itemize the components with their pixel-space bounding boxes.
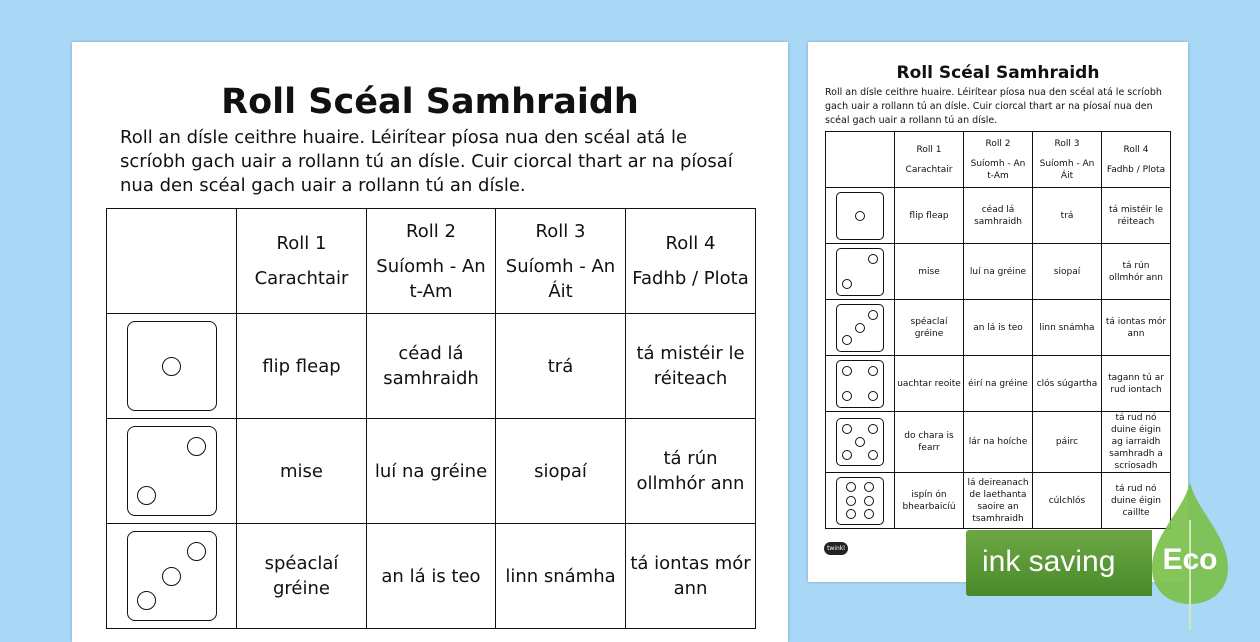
die-pip <box>162 357 181 376</box>
die-pip <box>846 509 856 519</box>
eco-label: Eco <box>1162 543 1218 576</box>
header-roll-label: Roll 2 <box>985 138 1011 149</box>
table-cell: páirc <box>1033 412 1102 473</box>
header-category-label: Carachtair <box>905 164 953 175</box>
header-category-label: Suíomh - An Áit <box>1039 158 1095 181</box>
table-cell: trá <box>496 314 626 419</box>
die-pip <box>855 211 865 221</box>
table-cell: tá iontas mór ann <box>1102 300 1171 356</box>
table-row <box>107 314 756 419</box>
table-cell: siopaí <box>496 419 626 524</box>
die-pip <box>868 450 878 460</box>
table-row <box>826 356 1171 412</box>
die-pip <box>842 424 852 434</box>
die-pip <box>842 391 852 401</box>
die-pip <box>868 366 878 376</box>
table-cell: spéaclaí gréine <box>237 524 367 629</box>
table-cell: tá rud nó duine éigin caillte <box>1102 473 1171 529</box>
die-face-2-icon <box>836 248 884 296</box>
table-cell: tá iontas mór ann <box>626 524 756 629</box>
table-cell: mise <box>237 419 367 524</box>
header-roll-label: Roll 4 <box>665 233 716 254</box>
table-cell: mise <box>895 244 964 300</box>
table-cell: siopaí <box>1033 244 1102 300</box>
die-cell <box>826 473 895 529</box>
die-cell <box>107 314 237 419</box>
table-row <box>826 300 1171 356</box>
header-cell <box>895 132 964 188</box>
table-cell: tá rud nó duine éigin ag iarraidh samhradh a scriosadh <box>1102 412 1171 473</box>
die-pip <box>187 542 206 561</box>
header-cell <box>367 209 496 314</box>
table-cell: éirí na gréine <box>964 356 1033 412</box>
table-cell: spéaclaí gréine <box>895 300 964 356</box>
die-face-3-icon <box>836 304 884 352</box>
die-pip <box>868 310 878 320</box>
header-category-label: Fadhb / Plota <box>632 268 749 289</box>
table-cell: trá <box>1033 188 1102 244</box>
die-pip <box>842 335 852 345</box>
header-blank-cell <box>107 209 237 314</box>
die-face-1-icon <box>836 192 884 240</box>
table-cell: luí na gréine <box>367 419 496 524</box>
header-cell <box>496 209 626 314</box>
header-category-label: Fadhb / Plota <box>1106 164 1166 175</box>
table-cell: tá mistéir le réiteach <box>626 314 756 419</box>
table-cell: clós súgartha <box>1033 356 1102 412</box>
header-cell <box>626 209 756 314</box>
table-cell: flip fleap <box>237 314 367 419</box>
table-cell: lá deireanach de laethanta saoire an tsamhraidh <box>964 473 1033 529</box>
die-pip <box>137 486 156 505</box>
die-face-2-icon <box>127 426 217 516</box>
die-pip <box>864 509 874 519</box>
header-cell <box>1033 132 1102 188</box>
header-category-label: Suíomh - An t-Am <box>376 255 486 302</box>
die-pip <box>868 424 878 434</box>
header-roll-label: Roll 3 <box>1054 138 1080 149</box>
die-cell <box>826 300 895 356</box>
header-roll-label: Roll 3 <box>535 220 586 242</box>
die-face-1-icon <box>127 321 217 411</box>
table-cell: tá rún ollmhór ann <box>1102 244 1171 300</box>
die-pip <box>864 482 874 492</box>
table-row <box>826 188 1171 244</box>
header-category-label: Suíomh - An Áit <box>505 255 616 302</box>
die-cell <box>107 419 237 524</box>
table-header-row <box>826 132 1171 188</box>
table-row <box>107 419 756 524</box>
table-header-row <box>107 209 756 314</box>
die-cell <box>826 244 895 300</box>
header-cell <box>237 209 367 314</box>
table-cell: linn snámha <box>496 524 626 629</box>
die-cell <box>826 412 895 473</box>
table-cell: uachtar reoite <box>895 356 964 412</box>
table-row <box>826 244 1171 300</box>
header-blank-cell <box>826 132 895 188</box>
table-cell: cúlchlós <box>1033 473 1102 529</box>
header-roll-label: Roll 4 <box>1123 144 1149 155</box>
die-pip <box>842 450 852 460</box>
instructions-text: Roll an dísle ceithre huaire. Léirítear píosa nua den scéal atá le scríobh gach uair a rollann tú an dísle. Cuir ciorcal thart ar na píosaí nua den scéal gach uair a rollann tú an dísle. <box>825 87 1162 126</box>
die-pip <box>864 496 874 506</box>
table-cell: do chara is fearr <box>895 412 964 473</box>
story-table <box>825 131 1171 529</box>
die-face-5-icon <box>836 418 884 466</box>
table-row <box>107 524 756 629</box>
header-cell <box>1102 132 1171 188</box>
story-table <box>106 208 756 629</box>
die-face-4-icon <box>836 360 884 408</box>
table-cell: linn snámha <box>1033 300 1102 356</box>
die-pip <box>846 496 856 506</box>
table-cell: tá mistéir le réiteach <box>1102 188 1171 244</box>
table-cell: céad lá samhraidh <box>367 314 496 419</box>
die-face-3-icon <box>127 531 217 621</box>
table-cell: an lá is teo <box>367 524 496 629</box>
table-cell: flip fleap <box>895 188 964 244</box>
ink-saving-banner <box>966 530 1152 596</box>
header-roll-label: Roll 1 <box>276 233 327 254</box>
header-category-label: Suíomh - An t-Am <box>970 158 1026 181</box>
die-pip <box>855 437 865 447</box>
header-cell <box>964 132 1033 188</box>
die-pip <box>187 437 206 456</box>
header-roll-label: Roll 1 <box>916 144 942 155</box>
table-cell: tá rún ollmhór ann <box>626 419 756 524</box>
die-cell <box>826 356 895 412</box>
die-pip <box>137 591 156 610</box>
die-pip <box>868 254 878 264</box>
die-pip <box>868 391 878 401</box>
table-cell: an lá is teo <box>964 300 1033 356</box>
table-row <box>826 412 1171 473</box>
table-row <box>826 473 1171 529</box>
table-cell: tagann tú ar rud iontach <box>1102 356 1171 412</box>
die-pip <box>846 482 856 492</box>
instructions-text: Roll an dísle ceithre huaire. Léirítear píosa nua den scéal atá le scríobh gach uair a rollann tú an dísle. Cuir ciorcal thart ar na píosaí nua den scéal gach uair a rollann tú an dísle. <box>120 127 733 196</box>
table-cell: céad lá samhraidh <box>964 188 1033 244</box>
table-cell: ispín ón bhearbaicíú <box>895 473 964 529</box>
die-face-6-icon <box>836 477 884 525</box>
table-cell: lár na hoíche <box>964 412 1033 473</box>
eco-leaf-icon <box>1150 480 1230 630</box>
ink-saving-label: ink saving <box>982 545 1116 578</box>
table-cell: luí na gréine <box>964 244 1033 300</box>
die-cell <box>826 188 895 244</box>
die-pip <box>842 366 852 376</box>
die-pip <box>842 279 852 289</box>
header-category-label: Carachtair <box>254 268 349 289</box>
page-title: Roll Scéal Samhraidh <box>221 82 639 122</box>
worksheet-preview-large <box>72 42 788 642</box>
die-pip <box>162 567 181 586</box>
die-cell <box>107 524 237 629</box>
twinkl-logo: twinkl <box>824 542 848 555</box>
page-title: Roll Scéal Samhraidh <box>896 63 1100 83</box>
worksheet-preview-small <box>808 42 1188 582</box>
header-roll-label: Roll 2 <box>406 220 456 242</box>
die-pip <box>855 323 865 333</box>
